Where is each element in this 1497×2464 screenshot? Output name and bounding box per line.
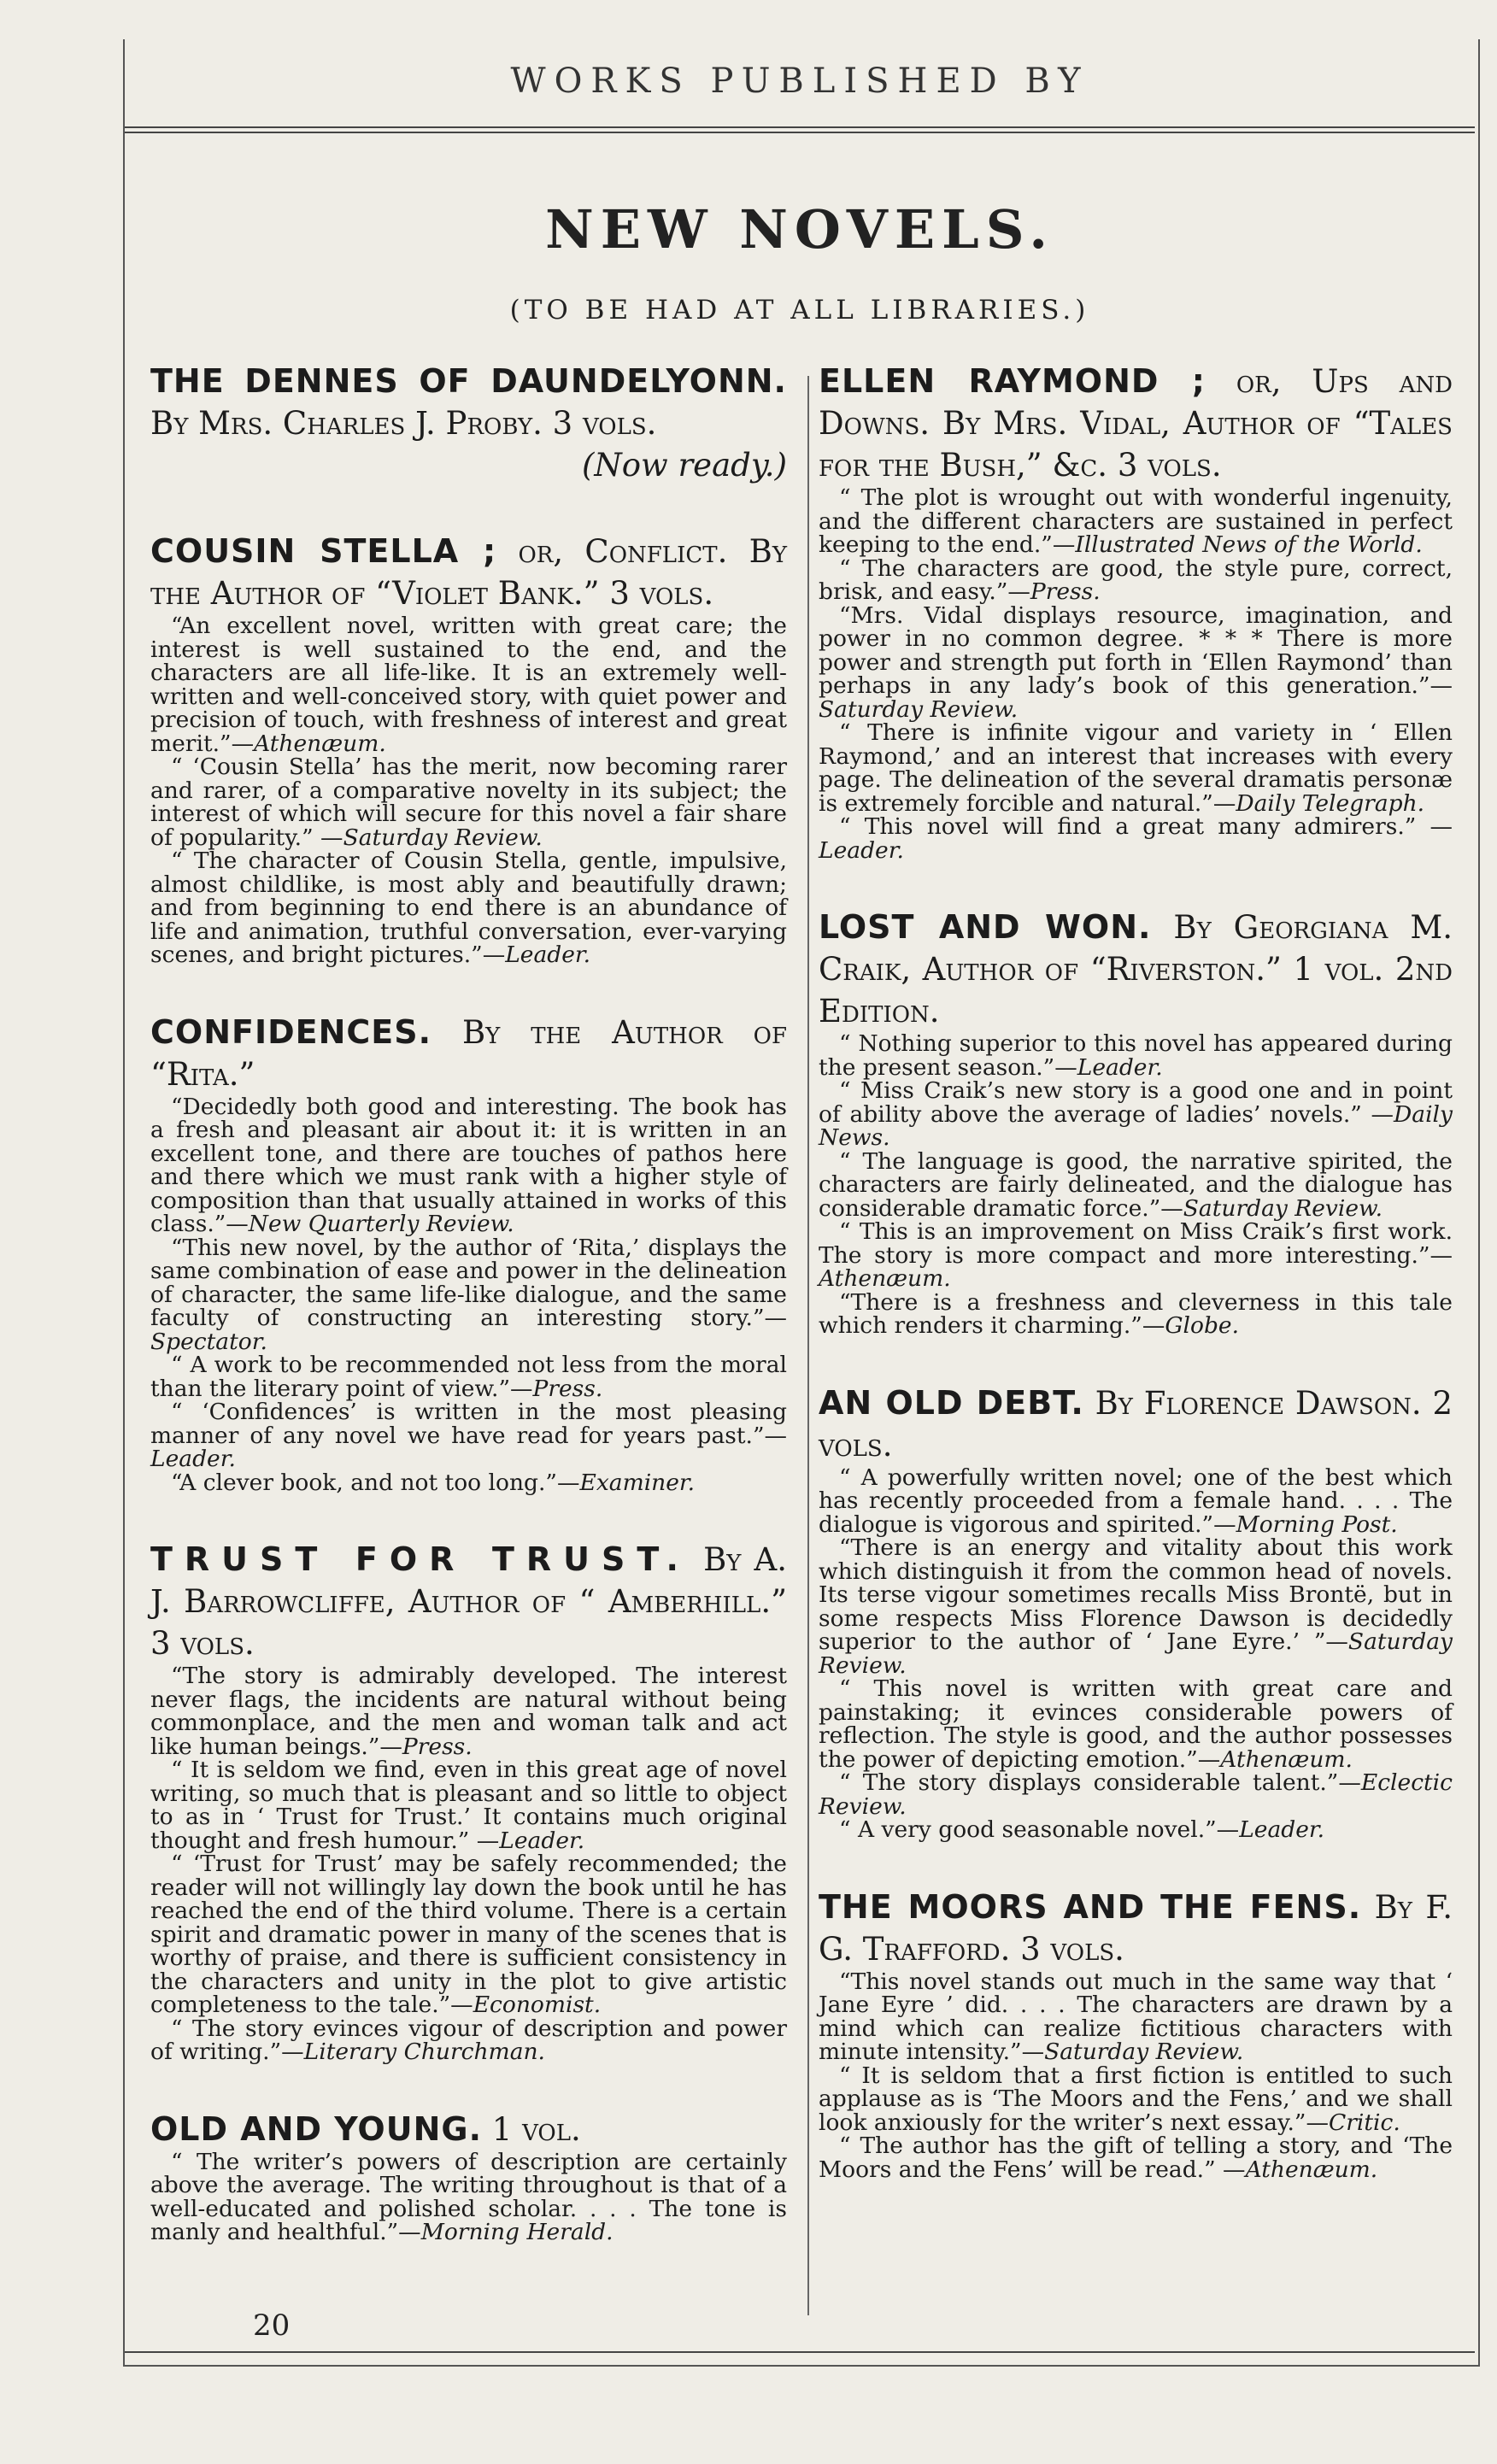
page-number: 20 [253, 2309, 291, 2343]
review-text: “There is a freshness and cleverness in this tale which renders it charming.”— [819, 1288, 1453, 1339]
review-source: Leader. [150, 1446, 236, 1472]
review-source: Athenæum. [819, 1265, 951, 1292]
novel-title: CONFIDENCES. [150, 1012, 432, 1051]
column-divider [807, 376, 809, 2315]
review-quote [819, 1079, 1453, 1150]
novel-entry [150, 2109, 787, 2244]
review-source: Leader. [505, 942, 591, 968]
review-quote [819, 1288, 1453, 1339]
novel-byline: By Mrs. Charles J. Proby. 3 vols. [150, 405, 657, 442]
novel-entry [819, 906, 1453, 1338]
novel-entry [819, 1382, 1453, 1842]
novel-byline: By Georgiana M. Craik, Author of “Riverston.” 1 vol. 2nd Edition. [819, 909, 1453, 1030]
review-list [150, 2150, 787, 2244]
review-text: “ Nothing superior to this novel has appeared during the present season.”— [819, 1030, 1453, 1081]
page-subtitle: (TO BE HAD AT ALL LIBRARIES.) [509, 295, 1090, 326]
review-quote [819, 1818, 1453, 1842]
review-text: “ It is seldom we find, even in this great age of novel writing, so much that is pleasant and so little to object to as in ‘ Trust for Trust.’ It contains much original thought and fresh humour.” — [150, 1757, 787, 1854]
header-rule [125, 126, 1475, 128]
novel-title: AN OLD DEBT. [819, 1383, 1084, 1422]
review-quote [150, 614, 787, 755]
review-list [819, 486, 1453, 862]
review-quote [819, 2134, 1453, 2181]
review-quote [150, 1095, 787, 1236]
review-quote [150, 1664, 787, 1758]
novel-heading [819, 361, 1453, 486]
review-quote [150, 849, 787, 967]
review-text: “A clever book, and not too long.”— [171, 1469, 580, 1496]
review-quote [819, 1147, 1453, 1222]
review-text: “ There is infinite vigour and variety in ‘ Ellen Raymond,’ and an interest that increases with every page. The delineation of the several dramatis personæ is extremely forcible and natural.”— [819, 719, 1453, 817]
novel-title: TRUST FOR TRUST. [150, 1540, 690, 1578]
novel-byline: By A. J. Barrowcliffe, Author of “ Amberhill.” 3 vols. [150, 1541, 787, 1662]
novel-entry [819, 361, 1453, 862]
novel-byline: By Florence Dawson. 2 vols. [819, 1384, 1453, 1464]
review-text: “ This novel will find a great many admirers.” — [839, 813, 1453, 840]
review-text: “ The writer’s powers of description are certainly above the average. The writing throughout is that of a well-educated and polished scholar. . . . The tone is manly and healthful.”— [150, 2148, 787, 2245]
review-quote [819, 1536, 1453, 1677]
review-text: “This novel stands out much in the same way that ‘ Jane Eyre ’ did. . . . The characters are drawn by a mind which can realize fictitious characters with minute intensity.”— [819, 1968, 1453, 2065]
header-rule-thin [125, 132, 1475, 133]
review-quote [150, 1852, 787, 2017]
page-title: NEW NOVELS. [545, 198, 1054, 261]
review-quote [819, 1771, 1453, 1818]
novel-note: (Now ready.) [581, 447, 787, 484]
review-source: Saturday Review. [343, 824, 543, 851]
review-text: “ ‘Cousin Stella’ has the merit, now becoming rarer and rarer, of a comparative novelty in its subject; the interest of which will secure for this novel a fair share of popularity.” — [150, 754, 787, 851]
novel-heading [819, 906, 1453, 1032]
review-text: “ Miss Craik’s new story is a good one and in point of ability above the average of ladies’ novels.” — [819, 1077, 1453, 1128]
review-quote [819, 1970, 1453, 2064]
novel-byline: or, Ups and Downs. By Mrs. Vidal, Author of “Tales for the Bush,” &c. 3 vols. [819, 363, 1453, 484]
novel-entry [150, 1012, 787, 1495]
review-text: “ ‘Confidences’ is written in the most pleasing manner of any novel we have read for years past.”— [150, 1399, 787, 1449]
review-source: Saturday Review. [1183, 1194, 1383, 1222]
review-text: “ The plot is wrought out with wonderful ingenuity, and the different characters are sustained in perfect keeping to the end.”— [819, 484, 1453, 558]
review-text: “This new novel, by the author of ‘Rita,’ displays the same combination of ease and power in the delineation of character, the same life-like dialogue, and the same faculty of constructing an interesting story.”— [150, 1234, 787, 1331]
novel-byline: By F. G. Trafford. 3 vols. [819, 1888, 1453, 1968]
review-text: “ This is an improvement on Miss Craik’s first work. The story is more compact and more interesting.”— [819, 1218, 1453, 1269]
review-text: “ The characters are good, the style pure, correct, brisk, and easy.”— [819, 554, 1453, 605]
review-source: Saturday Review. [1044, 2039, 1244, 2065]
novel-entry [150, 1539, 787, 2064]
review-source: Illustrated News of the World. [1075, 531, 1423, 558]
review-text: “There is an energy and vitality about this work which distinguish it from the common head of novels. Its terse vigour sometimes recalls Miss Brontë, but in some respects Miss Florence Dawson is decidedly superior to the author of ‘ Jane Eyre.’ ”— [819, 1534, 1453, 1655]
novel-title: THE MOORS AND THE FENS. [819, 1887, 1362, 1926]
review-source: Athenæum. [254, 730, 386, 757]
review-text: “ The language is good, the narrative spirited, the characters are fairly delineated, and the dialogue has considerable dramatic force.”— [819, 1147, 1453, 1222]
review-list [819, 1970, 1453, 2182]
review-quote [819, 1220, 1453, 1291]
novel-title: THE DENNES OF DAUNDELYONN. [150, 362, 787, 400]
review-source: Press. [402, 1733, 473, 1760]
novel-byline: 1 vol. [491, 2110, 581, 2148]
review-list [819, 1466, 1453, 1842]
review-text: “ ‘Trust for Trust’ may be safely recommended; the reader will not willingly lay down the book until he has reached the end of the third volume. There is a certain spirit and dramatic power in many of the scenes that is worthy of praise, and there is sufficient consistency in the characters and unity in the plot to give artistic completeness to the tale.”— [150, 1851, 787, 2018]
review-text: “The story is admirably developed. The interest never flags, the incidents are natural without being commonplace, and the men and woman talk and act like human beings.”— [150, 1663, 787, 1760]
review-source: New Quarterly Review. [248, 1211, 514, 1237]
review-source: Leader. [499, 1827, 585, 1854]
review-source: Critic. [1328, 2109, 1400, 2136]
review-text: “ The character of Cousin Stella, gentle, impulsive, almost childlike, is most ably and beautifully drawn; and from beginning to end there is an abundance of life and animation, truthful conversation, ever-varying scenes, and bright pictures.”— [150, 848, 787, 968]
review-source: Leader. [819, 836, 904, 864]
review-source: Globe. [1165, 1312, 1240, 1339]
review-quote [819, 1466, 1453, 1537]
review-source: Eclectic Review. [819, 1769, 1453, 1820]
review-source: Saturday Review. [819, 695, 1019, 723]
review-quote [819, 554, 1453, 605]
novel-byline: or, Conflict. By the Author of “Violet Bank.” 3 vols. [150, 533, 787, 612]
review-source: Athenæum. [1245, 2156, 1378, 2183]
review-source: Daily Telegraph. [1236, 789, 1425, 817]
review-text: “ The author has the gift of telling a story, and ‘The Moors and the Fens’ will be read.” — [819, 2133, 1453, 2183]
novel-heading [150, 531, 787, 614]
novel-entry [150, 531, 787, 967]
review-list [150, 1095, 787, 1495]
review-source: Press. [1030, 578, 1101, 605]
novel-byline: By the Author of “Rita.” [150, 1013, 788, 1093]
review-list [819, 1032, 1453, 1338]
review-quote [819, 1032, 1453, 1079]
review-quote [150, 1758, 787, 1852]
review-source: Examiner. [579, 1469, 696, 1496]
right-column [819, 361, 1453, 2226]
review-quote [150, 1400, 787, 1471]
review-text: “ A work to be recommended not less from the moral than the literary point of view.”— [150, 1352, 787, 1402]
review-quote [150, 1353, 787, 1400]
review-source: Economist. [473, 1992, 602, 2018]
review-quote [819, 721, 1453, 815]
review-text: “ A very good seasonable novel.”— [839, 1816, 1240, 1843]
novel-title: ELLEN RAYMOND ; [819, 362, 1206, 400]
left-column [150, 361, 787, 2289]
novel-heading [150, 2109, 787, 2150]
review-source: Morning Herald. [420, 2219, 613, 2245]
review-source: Leader. [1077, 1053, 1163, 1081]
review-source: Press. [532, 1375, 603, 1402]
review-source: Spectator. [150, 1328, 267, 1355]
review-source: Daily News. [819, 1100, 1453, 1151]
novel-entry [150, 361, 787, 486]
review-quote [819, 2064, 1453, 2135]
review-quote [819, 815, 1453, 862]
review-text: “Mrs. Vidal displays resource, imagination, and power in no common degree. * * * There is more power and strength put forth in ‘Ellen Raymond’ than perhaps in any lady’s book of this generation.”— [819, 601, 1453, 699]
review-quote [150, 1236, 787, 1354]
review-source: Athenæum. [1220, 1745, 1353, 1773]
review-text: “ The story evinces vigour of description and power of writing.”— [150, 2015, 787, 2065]
novel-title: OLD AND YOUNG. [150, 2109, 483, 2148]
review-quote [819, 486, 1453, 557]
novel-heading [150, 361, 787, 486]
review-text: “ A powerfully written novel; one of the best which has recently proceeded from a female hand. . . . The dialogue is vigorous and spirited.”— [819, 1464, 1453, 1538]
review-text: “ The story displays considerable talent.”— [839, 1769, 1361, 1796]
review-quote [819, 601, 1453, 723]
review-text: “ It is seldom that a first fiction is entitled to such applause as is ‘The Moors and the Fens,’ and we shall look anxiously for the writer’s next essay.”— [819, 2062, 1453, 2136]
novel-heading [819, 1886, 1453, 1970]
review-quote [819, 1677, 1453, 1771]
novel-entry [819, 1886, 1453, 2182]
novel-heading [150, 1012, 787, 1095]
review-quote [150, 1471, 787, 1495]
novel-heading [819, 1382, 1453, 1466]
review-text: “An excellent novel, written with great care; the interest is well sustained to the end, and the characters are all life-like. It is an extremely well-written and well-conceived story, with quiet power and precision of touch, with freshness of interest and great merit.”— [150, 613, 787, 757]
review-source: Saturday Review. [819, 1628, 1453, 1679]
review-text: “Decidedly both good and interesting. The book has a fresh and pleasant air about it: it is written in an excellent tone, and there are touches of pathos here and there which we must rank with a higher style of composition than that usually attained in works of this class.”— [150, 1093, 787, 1237]
review-quote [150, 755, 787, 849]
running-head: WORKS PUBLISHED BY [510, 62, 1089, 101]
novel-title: COUSIN STELLA ; [150, 532, 497, 570]
review-list [150, 614, 787, 967]
review-quote [150, 2017, 787, 2064]
review-source: Leader. [1239, 1816, 1325, 1843]
novel-heading [150, 1539, 787, 1664]
footer-rule [125, 2351, 1475, 2353]
review-quote [150, 2150, 787, 2244]
review-list [150, 1664, 787, 2064]
review-source: Literary Churchman. [303, 2039, 545, 2065]
review-source: Morning Post. [1236, 1511, 1398, 1538]
novel-title: LOST AND WON. [819, 908, 1152, 946]
review-text: “ This novel is written with great care and painstaking; it evinces considerable powers of reflection. The style is good, and the author possesses the power of depicting emotion.”— [819, 1675, 1453, 1773]
